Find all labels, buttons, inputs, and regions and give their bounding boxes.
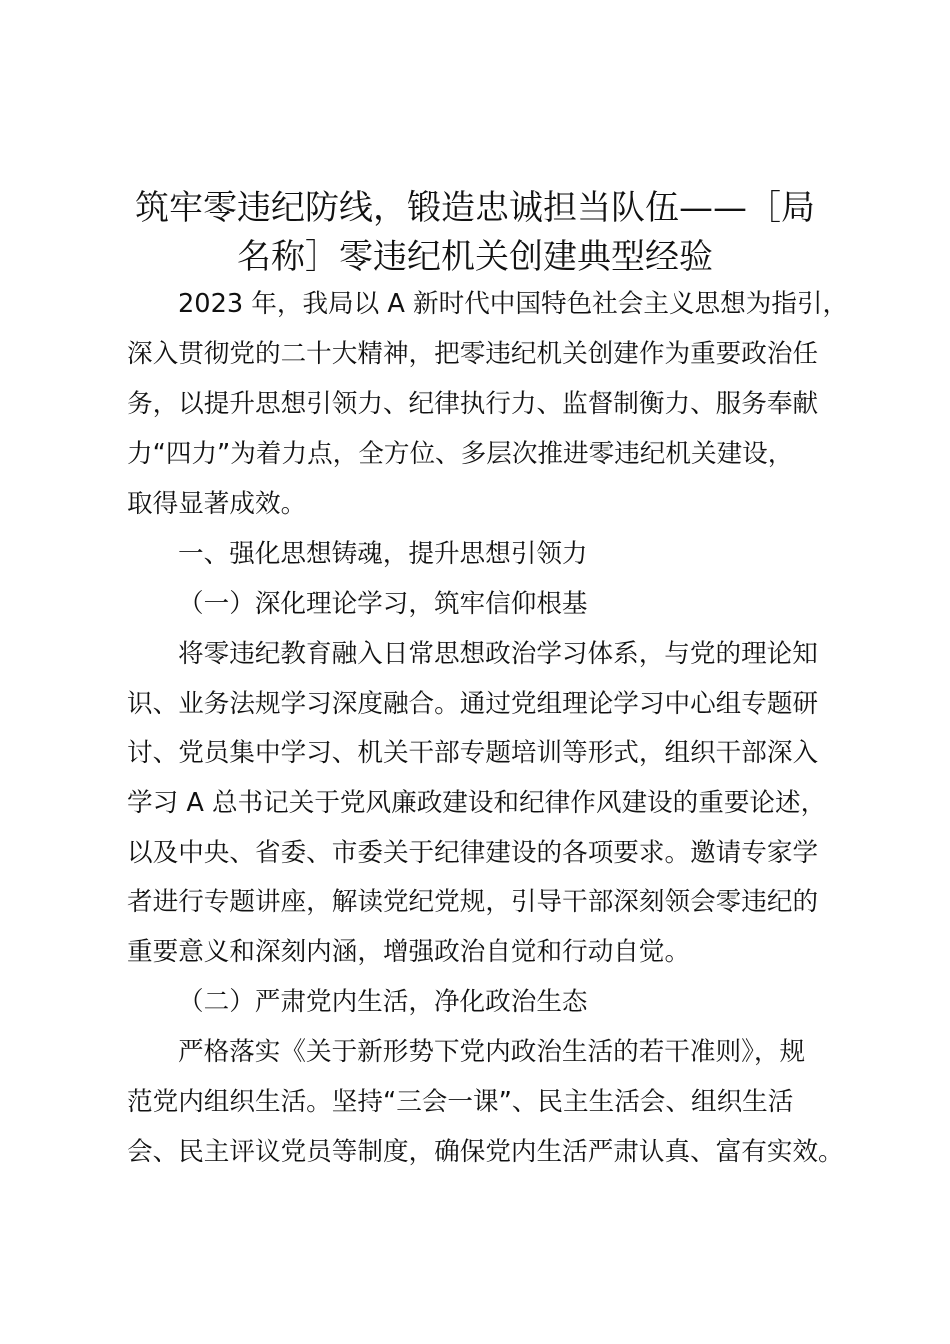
- body-paragraph-line: 重要意义和深刻内涵，增强政治自觉和行动自觉。: [127, 937, 691, 967]
- document-title-line-2: 名称］零违纪机关创建典型经验: [237, 237, 713, 277]
- body-paragraph-line: 者进行专题讲座，解读党纪党规，引导干部深刻领会零违纪的: [127, 887, 819, 917]
- intro-paragraph-line: 2023 年，我局以 A 新时代中国特色社会主义思想为指引，: [178, 289, 849, 319]
- body-paragraph-line: 会、民主评议党员等制度，确保党内生活严肃认真、富有实效。: [127, 1137, 844, 1167]
- body-paragraph-line: 识、业务法规学习深度融合。通过党组理论学习中心组专题研: [127, 689, 819, 719]
- intro-paragraph-line: 深入贯彻党的二十大精神，把零违纪机关创建作为重要政治任: [127, 339, 819, 369]
- intro-paragraph-line: 力“四力”为着力点，全方位、多层次推进零违纪机关建设，: [127, 439, 794, 469]
- intro-paragraph-line: 务，以提升思想引领力、纪律执行力、监督制衡力、服务奉献: [127, 389, 819, 419]
- section-heading: 一、强化思想铸魂，提升思想引领力: [178, 539, 588, 569]
- body-paragraph-line: 将零违纪教育融入日常思想政治学习体系，与党的理论知: [178, 639, 818, 669]
- body-paragraph-line: 学习 A 总书记关于党风廉政建设和纪律作风建设的重要论述，: [127, 788, 827, 818]
- body-paragraph-line: 范党内组织生活。坚持“三会一课”、民主生活会、组织生活: [127, 1087, 794, 1117]
- intro-paragraph-line: 取得显著成效。: [127, 489, 307, 519]
- body-paragraph-line: 严格落实《关于新形势下党内政治生活的若干准则》，规: [178, 1037, 806, 1067]
- body-paragraph-line: 讨、党员集中学习、机关干部专题培训等形式，组织干部深入: [127, 738, 819, 768]
- subsection-heading: （二）严肃党内生活，净化政治生态: [178, 987, 588, 1017]
- body-paragraph-line: 以及中央、省委、市委关于纪律建设的各项要求。邀请专家学: [127, 838, 819, 868]
- document-title-line-1: 筑牢零违纪防线，锻造忠诚担当队伍——［局: [135, 188, 815, 228]
- subsection-heading: （一）深化理论学习，筑牢信仰根基: [178, 589, 588, 619]
